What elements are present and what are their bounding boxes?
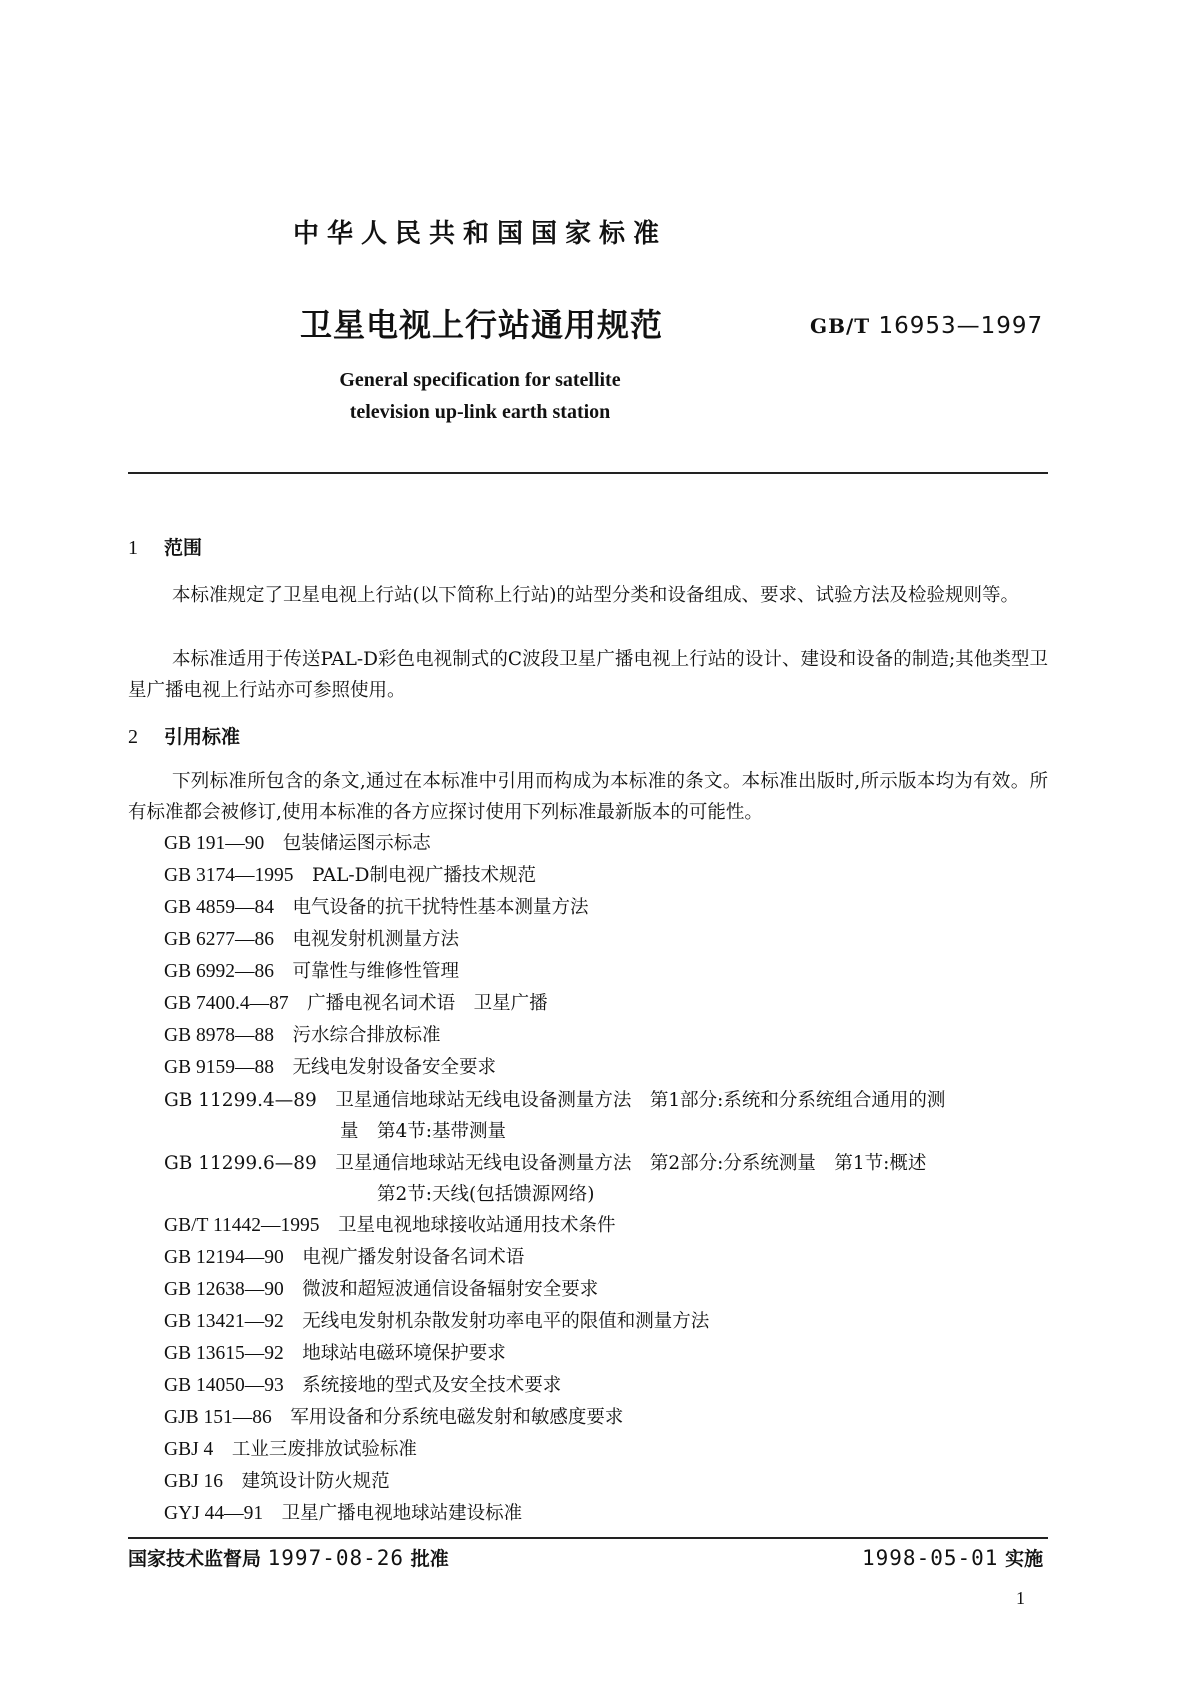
issuer: 国家技术监督局	[128, 1548, 262, 1570]
reference-title: 无线电发射机杂散发射功率电平的限值和测量方法	[302, 1311, 710, 1332]
reference-item	[164, 1021, 441, 1047]
reference-item	[164, 1435, 417, 1461]
national-standard-heading: 中华人民共和国国家标准	[292, 219, 667, 249]
reference-item	[164, 1467, 390, 1493]
reference-code: GBJ 4	[164, 1439, 214, 1460]
reference-code: GB 3174—1995	[164, 865, 294, 886]
reference-code: GB 6277—86	[164, 929, 274, 950]
reference-item	[164, 989, 548, 1015]
reference-code: GB 4859—84	[164, 897, 274, 918]
reference-title: 可靠性与维修性管理	[292, 961, 459, 982]
reference-item	[164, 1243, 524, 1269]
section-title: 范围	[164, 537, 203, 559]
reference-item	[164, 925, 459, 951]
english-title-line-2: television up-link earth station	[349, 401, 611, 423]
section-heading-scope	[128, 533, 202, 560]
page-number: 1	[1016, 1588, 1025, 1608]
issue-date: 1997-08-26	[267, 1546, 405, 1570]
english-title-line-1: General specification for satellite	[339, 369, 621, 391]
reference-title-continued: 第2节:天线(包括馈源网络)	[340, 1184, 595, 1205]
reference-code: GB/T 11442—1995	[164, 1215, 320, 1236]
standard-code: 16953—1997	[878, 313, 1044, 339]
reference-code: GB 13421—92	[164, 1311, 284, 1332]
effective-date: 1998-05-01	[862, 1546, 999, 1570]
reference-title: 广播电视名词术语 卫星广播	[307, 993, 548, 1014]
reference-title: 卫星电视地球接收站通用技术条件	[337, 1215, 616, 1236]
reference-code: GB 12194—90	[164, 1247, 284, 1268]
reference-item	[164, 1403, 623, 1429]
effective-word: 实施	[1005, 1548, 1044, 1570]
reference-code: GBJ 16	[164, 1471, 224, 1492]
reference-code: GB 8978—88	[164, 1025, 274, 1046]
english-title	[0, 364, 960, 428]
reference-code: GB 11299.6—89	[164, 1153, 317, 1174]
section-number: 1	[128, 537, 138, 559]
reference-item	[164, 1211, 616, 1237]
reference-item	[164, 1371, 561, 1397]
reference-title: 系统接地的型式及安全技术要求	[302, 1375, 562, 1396]
standard-prefix: GB/T	[810, 314, 871, 338]
reference-item	[164, 1148, 1048, 1210]
reference-item	[164, 1053, 496, 1079]
reference-title: 工业三废排放试验标准	[231, 1439, 417, 1460]
scope-paragraph-2: 本标准适用于传送PAL-D彩色电视制式的C波段卫星广播电视上行站的设计、建设和设备的制造;其他类型卫星广播电视上行站亦可参照使用。	[128, 649, 1048, 701]
reference-item	[164, 1339, 506, 1365]
effective-info	[862, 1544, 1043, 1571]
reference-code: GB 6992—86	[164, 961, 274, 982]
reference-title: 卫星广播电视地球站建设标准	[281, 1503, 523, 1524]
reference-code: GB 9159—88	[164, 1057, 274, 1078]
reference-title: 卫星通信地球站无线电设备测量方法 第2部分:分系统测量 第1节:概述	[335, 1153, 927, 1174]
reference-item	[164, 861, 536, 887]
reference-code: GYJ 44—91	[164, 1503, 264, 1524]
reference-code: GB 14050—93	[164, 1375, 284, 1396]
reference-title: 电气设备的抗干扰特性基本测量方法	[292, 897, 589, 918]
reference-code: GB 12638—90	[164, 1279, 284, 1300]
reference-title: 电视发射机测量方法	[292, 929, 459, 950]
issue-info	[128, 1544, 449, 1571]
reference-title: 地球站电磁环境保护要求	[302, 1343, 506, 1364]
reference-item	[164, 1275, 598, 1301]
section-number: 2	[128, 726, 138, 748]
references-intro: 下列标准所包含的条文,通过在本标准中引用而构成为本标准的条文。本标准出版时,所示版本均为有效。所有标准都会被修订,使用本标准的各方应探讨使用下列标准最新版本的可能性。	[128, 771, 1048, 823]
header-divider	[128, 472, 1048, 474]
reference-item	[164, 893, 589, 919]
footer-divider	[128, 1537, 1048, 1539]
reference-title: 无线电发射设备安全要求	[292, 1057, 496, 1078]
standard-number	[810, 313, 1043, 339]
scope-paragraph-1: 本标准规定了卫星电视上行站(以下简称上行站)的站型分类和设备组成、要求、试验方法及检验规则等。	[172, 585, 1019, 606]
reference-item	[164, 1307, 709, 1333]
reference-code: GB 7400.4—87	[164, 993, 289, 1014]
reference-code: GB 11299.4—89	[164, 1090, 317, 1111]
reference-title: 军用设备和分系统电磁发射和敏感度要求	[290, 1407, 624, 1428]
reference-title: 建筑设计防火规范	[241, 1471, 390, 1492]
section-heading-references	[128, 722, 240, 749]
reference-item	[164, 1499, 522, 1525]
reference-title: 卫星通信地球站无线电设备测量方法 第1部分:系统和分系统组合通用的测	[335, 1090, 946, 1111]
reference-code: GJB 151—86	[164, 1407, 272, 1428]
reference-title: 电视广播发射设备名词术语	[302, 1247, 525, 1268]
reference-title: 微波和超短波通信设备辐射安全要求	[302, 1279, 599, 1300]
reference-title: 包装储运图示标志	[282, 833, 431, 854]
reference-code: GB 191—90	[164, 833, 265, 854]
reference-title: PAL-D制电视广播技术规范	[311, 865, 536, 886]
reference-title: 污水综合排放标准	[292, 1025, 441, 1046]
reference-title-continued: 量 第4节:基带测量	[340, 1121, 507, 1142]
issue-word: 批准	[410, 1548, 449, 1570]
section-title: 引用标准	[164, 726, 241, 748]
document-title: 卫星电视上行站通用规范	[300, 306, 664, 344]
reference-code: GB 13615—92	[164, 1343, 284, 1364]
reference-item	[164, 957, 459, 983]
reference-item	[164, 829, 431, 855]
reference-item	[164, 1085, 1048, 1147]
